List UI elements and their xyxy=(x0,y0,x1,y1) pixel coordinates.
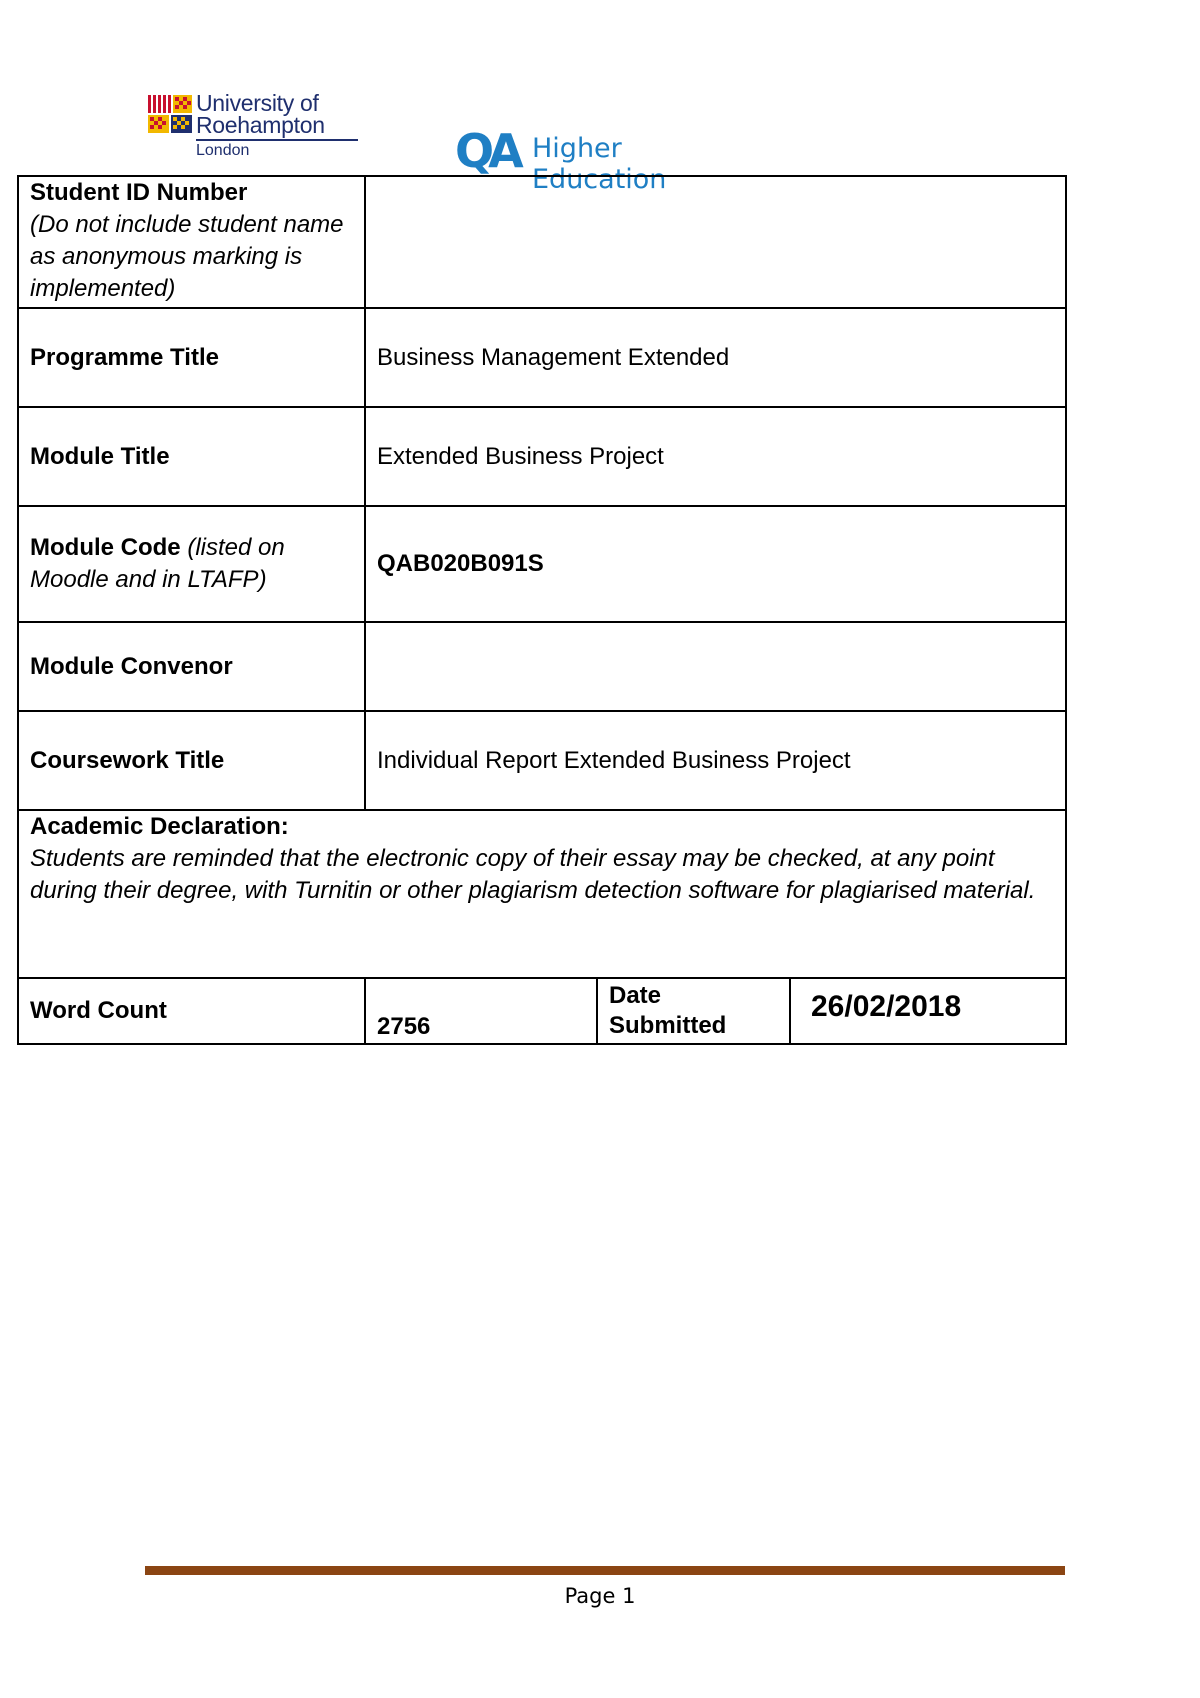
qa-mark: QA xyxy=(455,124,518,178)
university-of-roehampton-logo xyxy=(148,90,360,165)
qa-higher-education-logo xyxy=(455,124,755,195)
coursework-cover-table xyxy=(17,175,1067,1045)
module-title-value: Extended Business Project xyxy=(365,407,1066,506)
module-code-row xyxy=(18,506,1066,622)
academic-declaration-text: Students are reminded that the electronic copy of their essay may be checked, at any point during their degree, with Turnitin or other plagiarism detection software for plagiarised material. xyxy=(30,845,1036,904)
programme-title-row xyxy=(18,308,1066,407)
student-id-row xyxy=(18,176,1066,308)
module-code-label: Module Code xyxy=(30,534,181,561)
coursework-title-value: Individual Report Extended Business Project xyxy=(365,711,1066,810)
date-submitted-value: 26/02/2018 xyxy=(790,978,1066,1044)
module-convenor-row xyxy=(18,622,1066,711)
academic-declaration-cell xyxy=(18,810,1066,978)
module-code-note: (listed on Moodle and in LTAFP) xyxy=(30,534,285,593)
academic-declaration-label: Academic Declaration: xyxy=(30,813,289,840)
word-count-value: 2756 xyxy=(365,978,597,1044)
word-count-label: Word Count xyxy=(18,978,365,1044)
module-convenor-label: Module Convenor xyxy=(18,622,365,711)
qa-logo-text: Higher Education xyxy=(532,133,667,195)
academic-declaration-row xyxy=(18,810,1066,978)
student-id-label-cell xyxy=(18,176,365,308)
word-count-row xyxy=(18,978,1066,1044)
roehampton-line-2: Roehampton xyxy=(196,112,325,138)
module-code-value: QAB020B091S xyxy=(365,506,1066,622)
roehampton-line-1: University of xyxy=(196,90,319,116)
roehampton-line-3: London xyxy=(196,142,250,159)
student-id-label: Student ID Number xyxy=(30,179,248,206)
page-number: Page 1 xyxy=(564,1584,636,1608)
module-title-label: Module Title xyxy=(18,407,365,506)
student-id-value[interactable] xyxy=(365,176,1066,308)
programme-title-value: Business Management Extended xyxy=(365,308,1066,407)
coursework-title-row xyxy=(18,711,1066,810)
module-code-label-cell xyxy=(18,506,365,622)
student-id-note: (Do not include student name as anonymous marking is implemented) xyxy=(30,211,344,302)
module-convenor-value[interactable] xyxy=(365,622,1066,711)
footer-rule xyxy=(145,1566,1065,1575)
roehampton-crest-icon xyxy=(148,95,192,133)
date-submitted-label: Date Submitted xyxy=(597,978,790,1044)
coursework-title-label: Coursework Title xyxy=(18,711,365,810)
roehampton-rule xyxy=(196,139,358,141)
module-title-row xyxy=(18,407,1066,506)
programme-title-label: Programme Title xyxy=(18,308,365,407)
roehampton-wordmark xyxy=(196,92,325,136)
